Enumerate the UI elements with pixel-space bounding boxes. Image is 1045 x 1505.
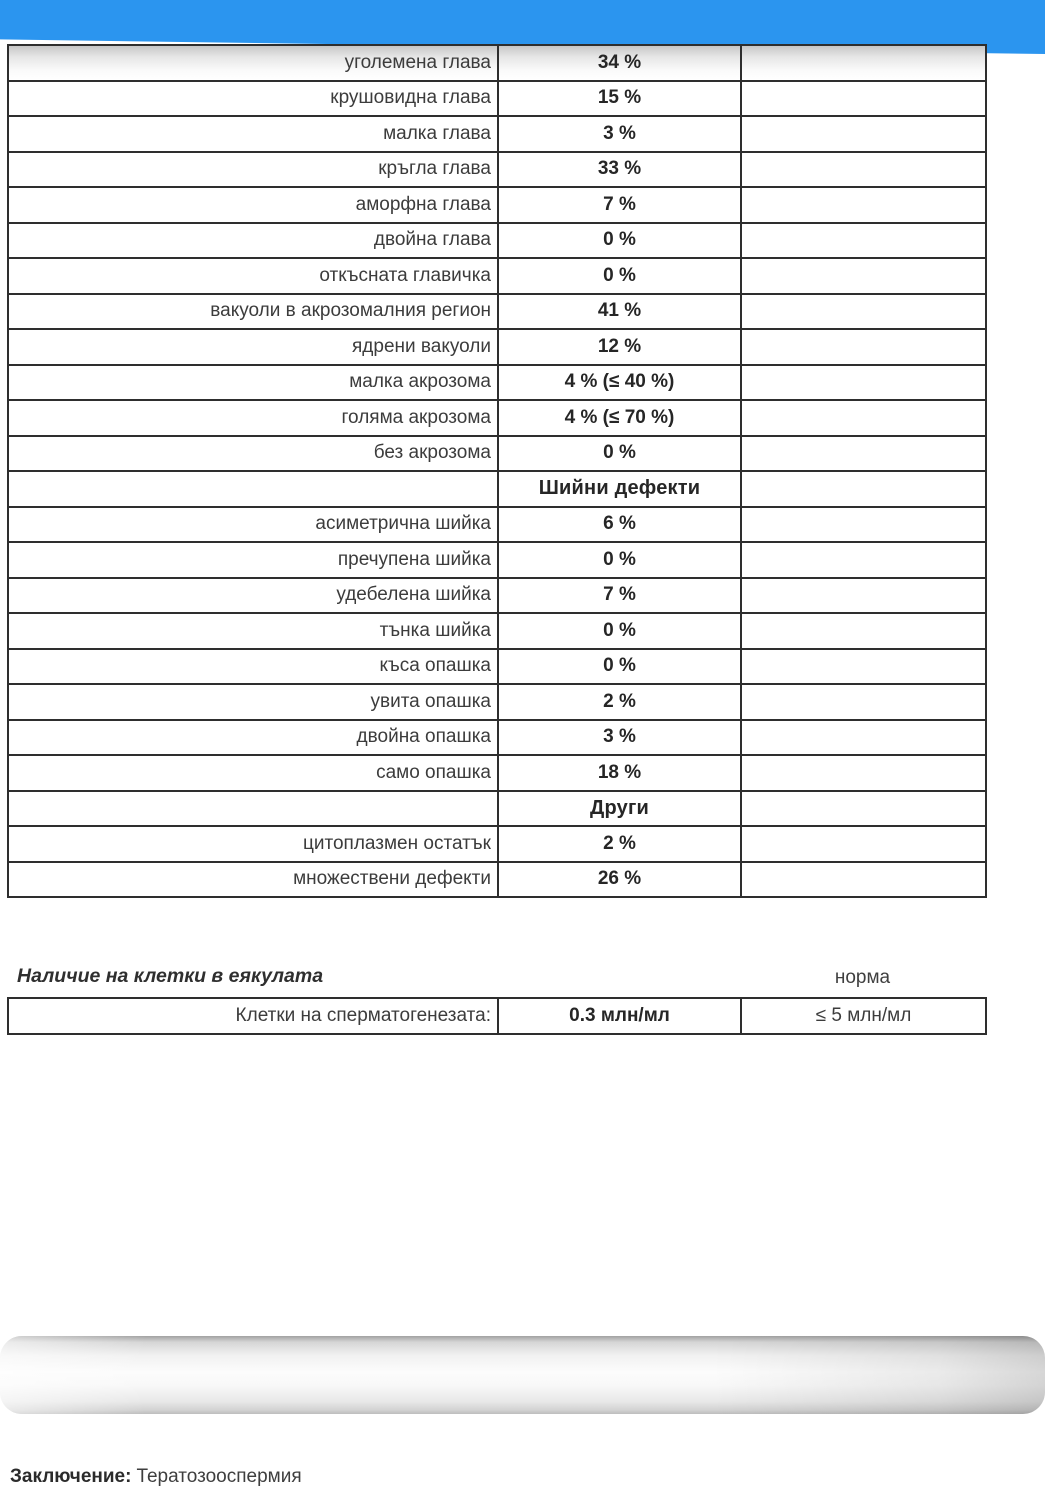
table-row — [8, 258, 986, 294]
morphology-table — [7, 44, 987, 898]
table-row — [8, 45, 986, 81]
table-row — [8, 329, 986, 365]
defect-value-cell: 12 % — [498, 329, 741, 365]
table-row — [8, 152, 986, 188]
defect-value-cell: 0 % — [498, 542, 741, 578]
defect-label-cell: двойна опашка — [8, 720, 498, 756]
table-row — [8, 720, 986, 756]
defect-label-cell: само опашка — [8, 755, 498, 791]
defect-label-cell: множествени дефекти — [8, 862, 498, 898]
defect-label-cell: аморфна глава — [8, 187, 498, 223]
norm-cell — [741, 649, 986, 685]
table-row — [8, 223, 986, 259]
norm-cell — [741, 152, 986, 188]
cells-norm-cell: ≤ 5 млн/мл — [741, 998, 986, 1034]
defect-value-cell: 2 % — [498, 684, 741, 720]
table-row — [8, 294, 986, 330]
defect-label-cell: уголемена глава — [8, 45, 498, 81]
defect-value-cell: 26 % — [498, 862, 741, 898]
defect-value-cell: 4 % (≤ 70 %) — [498, 400, 741, 436]
defect-value-cell: 0 % — [498, 258, 741, 294]
conclusion-line — [10, 1466, 302, 1488]
defect-label-cell: удебелена шийка — [8, 578, 498, 614]
defect-value-cell: 0 % — [498, 649, 741, 685]
defect-value-cell: 15 % — [498, 81, 741, 117]
table-row — [8, 791, 986, 827]
defect-label-cell: откъсната главичка — [8, 258, 498, 294]
defect-value-cell: 41 % — [498, 294, 741, 330]
norm-cell — [741, 826, 986, 862]
table-row — [8, 998, 986, 1034]
norm-cell — [741, 862, 986, 898]
defect-label-cell: цитоплазмен остатък — [8, 826, 498, 862]
defect-label-cell: крушовидна глава — [8, 81, 498, 117]
defect-label-cell: асиметрична шийка — [8, 507, 498, 543]
norm-cell — [741, 578, 986, 614]
table-row — [8, 542, 986, 578]
table-row — [8, 400, 986, 436]
table-row — [8, 649, 986, 685]
table-row — [8, 471, 986, 507]
defect-value-cell: 0 % — [498, 223, 741, 259]
defect-label-cell: двойна глава — [8, 223, 498, 259]
table-row — [8, 365, 986, 401]
table-row — [8, 187, 986, 223]
defect-label-cell: голяма акрозома — [8, 400, 498, 436]
norm-cell — [741, 542, 986, 578]
defect-value-cell: 18 % — [498, 755, 741, 791]
norm-cell — [741, 507, 986, 543]
defect-label-cell — [8, 471, 498, 507]
norm-cell — [741, 258, 986, 294]
cells-section-title: Наличие на клетки в еякулата — [17, 965, 324, 987]
table-row — [8, 826, 986, 862]
cells-table — [7, 997, 987, 1035]
defect-label-cell: малка акрозома — [8, 365, 498, 401]
defect-label-cell: кръгла глава — [8, 152, 498, 188]
norm-cell — [741, 720, 986, 756]
conclusion-value: Тератозооспермия — [136, 1466, 302, 1487]
defect-value-cell: 3 % — [498, 116, 741, 152]
norm-cell — [741, 365, 986, 401]
defect-value-cell: 3 % — [498, 720, 741, 756]
defect-label-cell: малка глава — [8, 116, 498, 152]
norm-cell — [741, 187, 986, 223]
table-row — [8, 578, 986, 614]
norm-cell — [741, 471, 986, 507]
defect-value-cell: 6 % — [498, 507, 741, 543]
norm-cell — [741, 755, 986, 791]
footer-band — [0, 1336, 1045, 1414]
defect-label-cell: вакуоли в акрозомалния регион — [8, 294, 498, 330]
table-row — [8, 862, 986, 898]
table-row — [8, 436, 986, 472]
norm-cell — [741, 45, 986, 81]
norm-cell — [741, 223, 986, 259]
defect-label-cell: увита опашка — [8, 684, 498, 720]
norm-cell — [741, 684, 986, 720]
defect-label-cell: ядрени вакуоли — [8, 329, 498, 365]
defect-label-cell: къса опашка — [8, 649, 498, 685]
norm-cell — [741, 400, 986, 436]
table-row — [8, 116, 986, 152]
defect-value-cell: 4 % (≤ 40 %) — [498, 365, 741, 401]
section-header-cell: Шийни дефекти — [498, 471, 741, 507]
norm-cell — [741, 294, 986, 330]
defect-label-cell: тънка шийка — [8, 613, 498, 649]
defect-label-cell: без акрозома — [8, 436, 498, 472]
defect-value-cell: 7 % — [498, 578, 741, 614]
norm-cell — [741, 116, 986, 152]
conclusion-label: Заключение: — [10, 1466, 132, 1487]
defect-value-cell: 0 % — [498, 613, 741, 649]
norm-cell — [741, 436, 986, 472]
defect-value-cell: 34 % — [498, 45, 741, 81]
norm-cell — [741, 81, 986, 117]
norm-column-header: норма — [834, 967, 891, 988]
cells-value-cell: 0.3 млн/мл — [498, 998, 741, 1034]
table-row — [8, 755, 986, 791]
section-header-cell: Други — [498, 791, 741, 827]
defect-value-cell: 0 % — [498, 436, 741, 472]
norm-cell — [741, 791, 986, 827]
table-row — [8, 507, 986, 543]
defect-value-cell: 2 % — [498, 826, 741, 862]
cells-label-cell: Клетки на сперматогенезата: — [8, 998, 498, 1034]
table-row — [8, 684, 986, 720]
defect-value-cell: 33 % — [498, 152, 741, 188]
defect-label-cell: пречупена шийка — [8, 542, 498, 578]
defect-label-cell — [8, 791, 498, 827]
defect-value-cell: 7 % — [498, 187, 741, 223]
table-row — [8, 613, 986, 649]
table-row — [8, 81, 986, 117]
norm-cell — [741, 613, 986, 649]
norm-cell — [741, 329, 986, 365]
